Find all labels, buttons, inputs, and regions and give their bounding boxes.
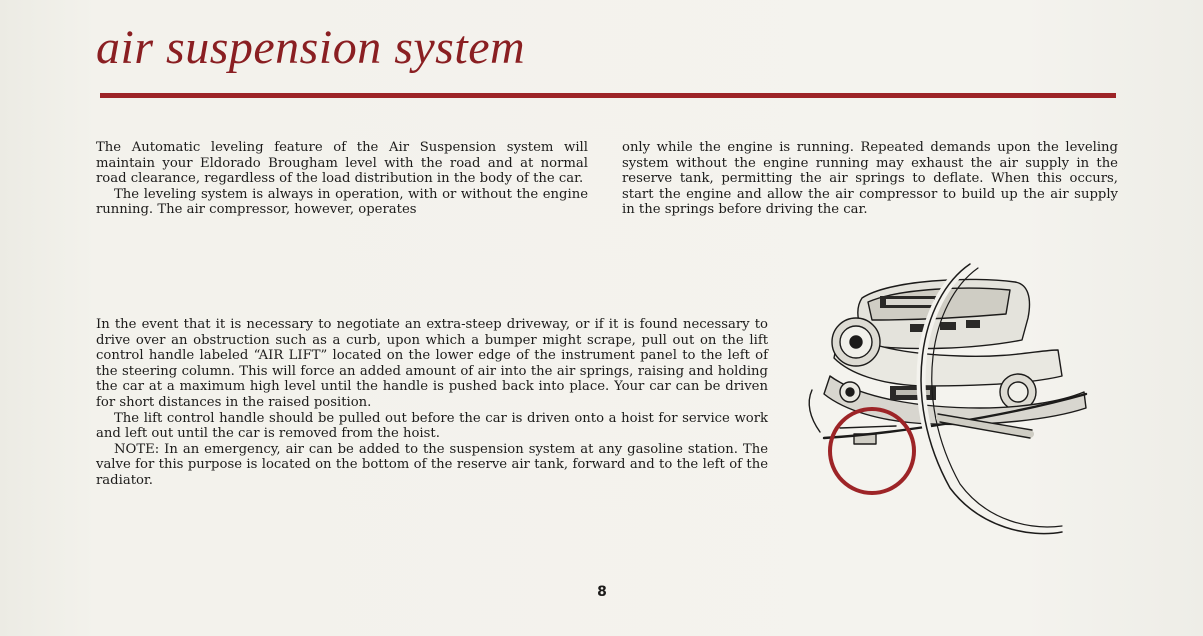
air-lift-note: NOTE: In an emergency, air can be added to the suspension system at any gasoline station. The valve for this purpose is located on the bottom of the reserve air tank, forward and to the left of the radiator. <box>96 441 768 488</box>
air-lift-paragraph-1: In the event that it is necessary to negotiate an extra-steep driveway, or if it is found necessary to drive over an obstruction such as a curb, upon which a bumper might scrape, pull out on the lift control handle labeled “AIR LIFT” located on the lower edge of the instrument panel to the left of the steering column. This will force an added amount of air into the air springs, raising and holding the car at a maximum high level until the handle is pushed back into place. Your car can be driven for short distances in the raised position. <box>96 317 768 410</box>
air-lift-column <box>96 317 768 489</box>
intro-paragraph-2-start: The leveling system is always in operation, with or without the engine running. The air compressor, however, operates <box>96 186 588 218</box>
page-title: air suspension system <box>96 21 526 74</box>
air-lift-paragraph-2: The lift control handle should be pulled out before the car is driven onto a hoist for service work and left out until the car is removed from the hoist. <box>96 410 768 442</box>
page-number: 8 <box>597 584 607 600</box>
intro-column-right <box>622 140 1118 218</box>
intro-column-left <box>96 140 588 218</box>
lift-handle-highlight-circle <box>830 409 914 493</box>
dashboard-steering-wheel-illustration <box>800 258 1100 548</box>
title-rule <box>100 93 1116 98</box>
intro-paragraph-2-end: only while the engine is running. Repeated demands upon the leveling system without the engine running may exhaust the air supply in the reserve tank, permitting the air springs to deflate. When this occurs, start the engine and allow the air compressor to build up the air supply in the springs before driving the car. <box>622 140 1118 218</box>
intro-paragraph-1: The Automatic leveling feature of the Air Suspension system will maintain your Eldorado Brougham level with the road and at normal road clearance, regardless of the load distribution in the body of the car. <box>96 140 588 187</box>
